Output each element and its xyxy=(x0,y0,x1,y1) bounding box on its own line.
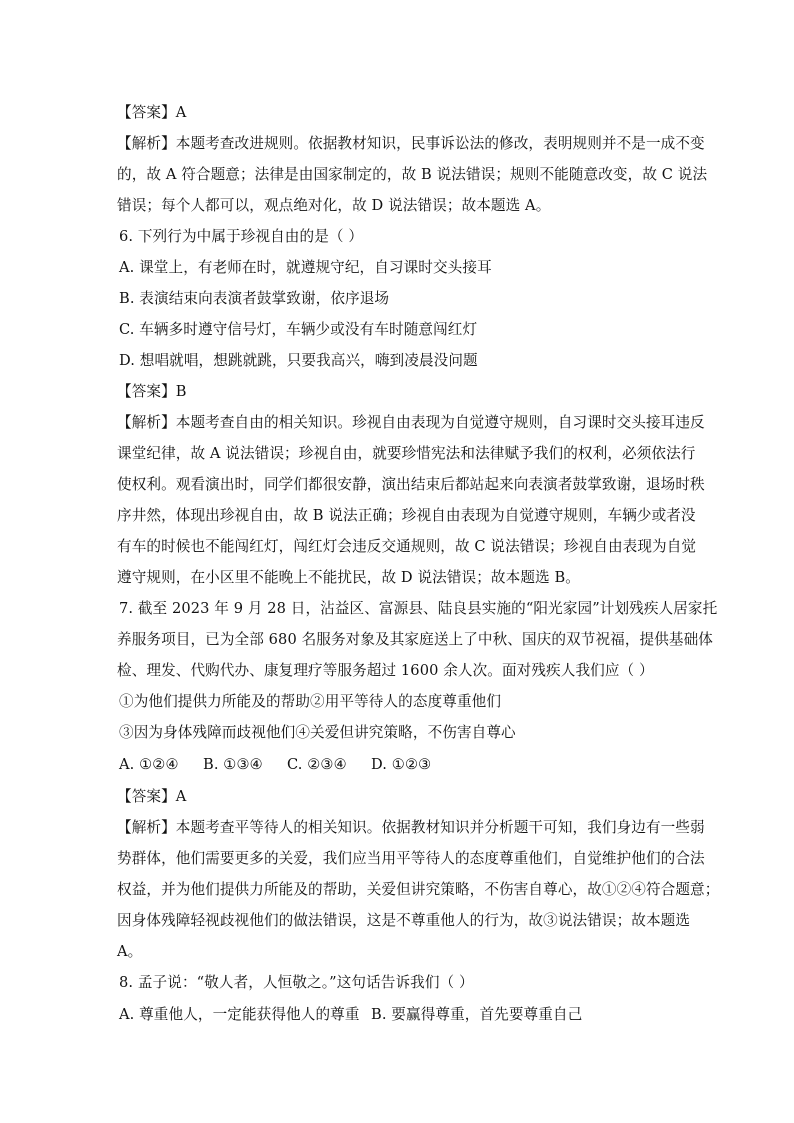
q7-analysis-line-1: 【解析】本题考查平等待人的相关知识。依据教材知识并分析题干可知，我们身边有一些弱 xyxy=(117,819,705,836)
q8-options-line-1 xyxy=(119,1005,684,1025)
q6-option-b: B. 表演结束向表演者鼓掌致谢，依序退场 xyxy=(119,290,390,307)
q7-statements-line-1: ①为他们提供力所能及的帮助②用平等待人的态度尊重他们 xyxy=(119,693,502,710)
q7-stem-line-1: 7. 截至 2023 年 9 月 28 日，沾益区、富源县、陆良县实施的“阳光家园”计划残疾人居家托 xyxy=(119,600,718,617)
q7-analysis-line-2: 势群体，他们需要更多的关爱，我们应当用平等待人的态度尊重他们，自觉维护他们的合法 xyxy=(117,850,705,867)
q7-options xyxy=(119,755,684,775)
q7-option-b: B. ①③④ xyxy=(203,756,263,773)
q7-option-a: A. ①②④ xyxy=(119,756,179,773)
q7-analysis-line-5: A。 xyxy=(117,943,143,960)
q6-analysis-line-5: 有车的时候也不能闯红灯，闯红灯会违反交通规则，故 C 说法错误；珍视自由表现为自觉 xyxy=(117,538,697,555)
q7-answer: 【答案】A xyxy=(117,788,187,805)
q7-stem-line-2: 养服务项目，已为全部 680 名服务对象及其家庭送上了中秋、国庆的双节祝福，提供基础体 xyxy=(117,631,713,648)
q6-analysis-line-2: 课堂纪律，故 A 说法错误；珍视自由，就要珍惜宪法和法律赋予我们的权利，必须依法行 xyxy=(117,445,696,462)
q6-option-c: C. 车辆多时遵守信号灯，车辆少或没有车时随意闯红灯 xyxy=(119,321,478,338)
q6-analysis-line-3: 使权利。观看演出时，同学们都很安静，演出结束后都站起来向表演者鼓掌致谢，退场时秩 xyxy=(117,476,705,493)
q6-answer: 【答案】B xyxy=(117,383,187,400)
q7-option-c: C. ②③④ xyxy=(287,756,347,773)
q8-option-a: A. 尊重他人，一定能获得他人的尊重 xyxy=(119,1006,360,1023)
q7-analysis-line-4: 因身体残障轻视歧视他们的做法错误，这是不尊重他人的行为，故③说法错误；故本题选 xyxy=(117,912,691,929)
q7-analysis-line-3: 权益，并为他们提供力所能及的帮助，关爱但讲究策略，不伤害自尊心，故①②④符合题意； xyxy=(117,881,720,898)
q6-option-d: D. 想唱就唱，想跳就跳，只要我高兴，嗨到凌晨没问题 xyxy=(119,352,478,369)
q8-option-b: B. 要赢得尊重，首先要尊重自己 xyxy=(371,1006,583,1023)
q6-option-a: A. 课堂上，有老师在时，就遵规守纪，自习课时交头接耳 xyxy=(119,259,492,276)
q7-statements-line-2: ③因为身体残障而歧视他们④关爱但讲究策略，不伤害自尊心 xyxy=(119,724,516,741)
q8-stem: 8. 孟子说：“敬人者，人恒敬之。”这句话告诉我们（ ） xyxy=(119,974,474,991)
q5-analysis-line-1: 【解析】本题考查改进规则。依据教材知识，民事诉讼法的修改，表明规则并不是一成不变 xyxy=(117,135,705,152)
q6-analysis-line-4: 序井然，体现出珍视自由，故 B 说法正确；珍视自由表现为自觉遵守规则，车辆少或者没 xyxy=(117,507,696,524)
q6-analysis-line-1: 【解析】本题考查自由的相关知识。珍视自由表现为自觉遵守规则，自习课时交头接耳违反 xyxy=(117,414,705,431)
q5-analysis-line-3: 错误；每个人都可以，观点绝对化，故 D 说法错误；故本题选 A。 xyxy=(117,197,551,214)
q5-answer: 【答案】A xyxy=(117,104,187,121)
q7-option-d: D. ①②③ xyxy=(371,756,432,773)
q6-stem: 6. 下列行为中属于珍视自由的是（ ） xyxy=(119,228,364,245)
q5-analysis-line-2: 的，故 A 符合题意；法律是由国家制定的，故 B 说法错误；规则不能随意改变，故 C 说法 xyxy=(117,166,708,183)
q7-stem-line-3: 检、理发、代购代办、康复理疗等服务超过 1600 余人次。面对残疾人我们应（ ） xyxy=(117,662,654,679)
q6-analysis-line-6: 遵守规则，在小区里不能晚上不能扰民，故 D 说法错误；故本题选 B。 xyxy=(117,569,580,586)
